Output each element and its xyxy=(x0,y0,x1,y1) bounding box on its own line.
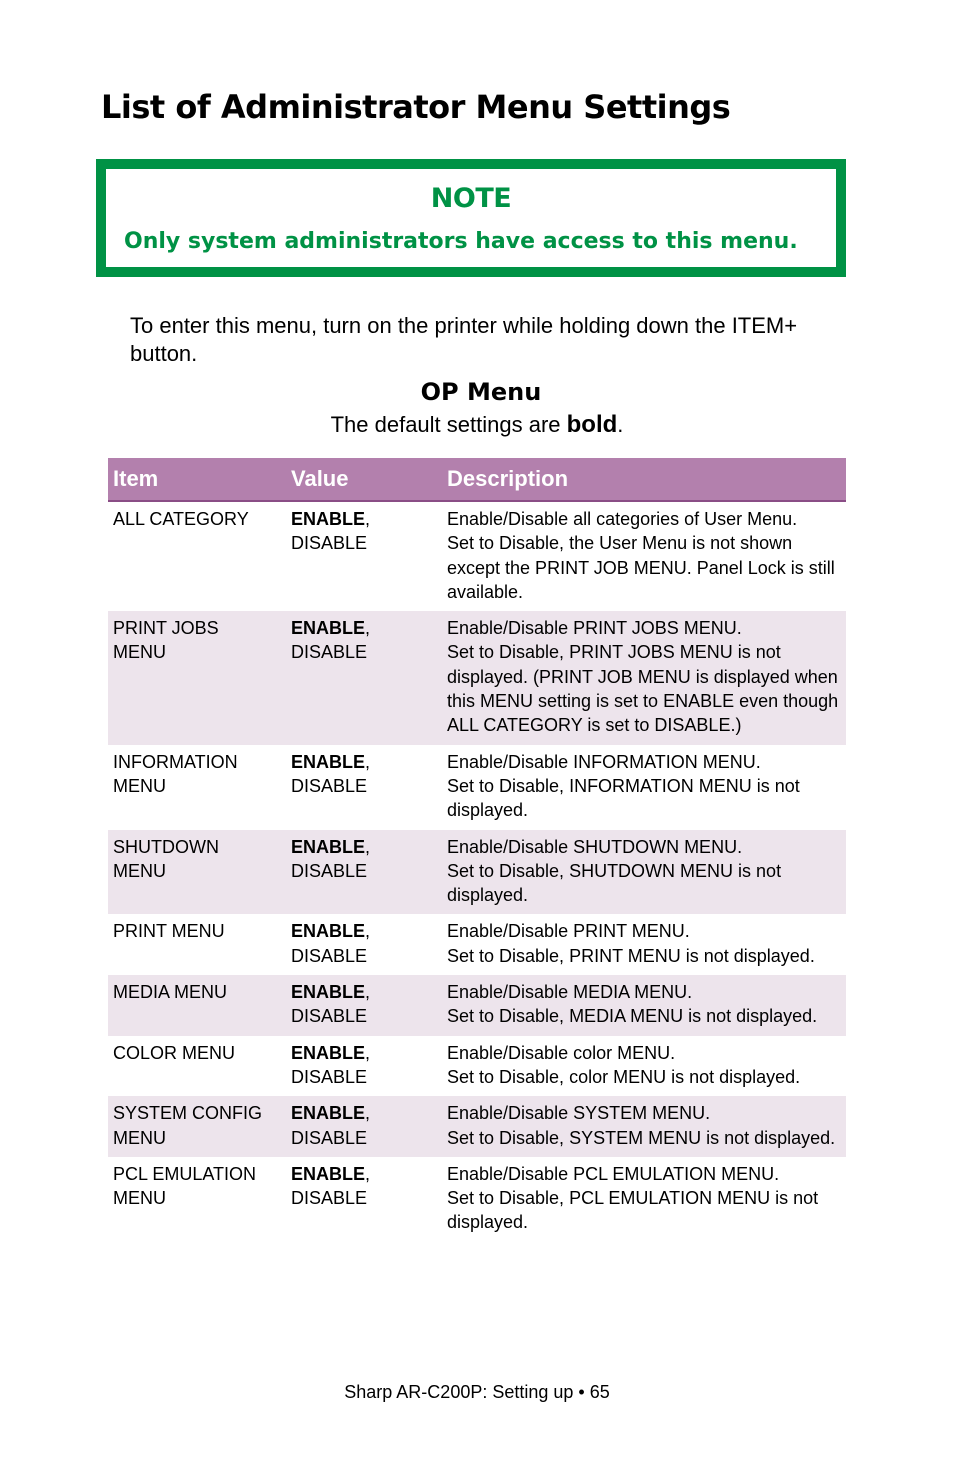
value-default: ENABLE xyxy=(291,618,366,639)
value-options: , DISABLE xyxy=(291,982,371,1027)
row-value xyxy=(286,830,442,915)
row-value xyxy=(286,1096,442,1157)
row-value xyxy=(286,745,442,830)
row-value xyxy=(286,1157,442,1242)
note-text: Only system administrators have access to this menu. xyxy=(124,229,798,254)
row-item: SYSTEM CONFIG MENU xyxy=(108,1096,286,1157)
row-description: Enable/Disable SYSTEM MENU. Set to Disable, SYSTEM MENU is not displayed. xyxy=(442,1096,846,1157)
default-settings-note xyxy=(0,411,954,439)
table-row xyxy=(108,1036,846,1097)
note-box xyxy=(96,159,846,277)
row-item: COLOR MENU xyxy=(113,1042,236,1063)
row-item: PRINT MENU xyxy=(113,921,225,942)
value-default: ENABLE xyxy=(291,751,366,772)
table-row xyxy=(108,975,846,1036)
op-menu-table xyxy=(108,458,846,1242)
table-row xyxy=(108,1096,846,1157)
value-default: ENABLE xyxy=(291,509,366,529)
row-description: Enable/Disable all categories of User Menu. Set to Disable, the User Menu is not shown except the PRINT JOB MENU. Panel Lock is still available. xyxy=(447,509,835,602)
section-title: OP Menu xyxy=(420,378,542,406)
default-note-bold: bold xyxy=(566,411,618,438)
row-description: Enable/Disable SHUTDOWN MENU. Set to Disable, SHUTDOWN MENU is not displayed. xyxy=(442,830,846,915)
page-title: List of Administrator Menu Settings xyxy=(101,88,731,126)
table-row xyxy=(108,611,846,744)
header-item: Item xyxy=(108,458,286,501)
value-default: ENABLE xyxy=(291,1042,366,1063)
row-description: Enable/Disable MEDIA MENU. Set to Disable, MEDIA MENU is not displayed. xyxy=(442,975,846,1036)
row-description: Enable/Disable color MENU. Set to Disable, color MENU is not displayed. xyxy=(447,1042,801,1087)
row-description: Enable/Disable PRINT MENU. Set to Disable, PRINT MENU is not displayed. xyxy=(447,921,815,966)
table-row xyxy=(108,830,846,915)
intro-paragraph: To enter this menu, turn on the printer while holding down the ITEM+ button. xyxy=(130,313,798,366)
value-default: ENABLE xyxy=(291,1103,366,1124)
value-options: , DISABLE xyxy=(291,751,371,796)
row-value xyxy=(286,1036,442,1097)
value-options: , DISABLE xyxy=(291,1163,371,1209)
row-value xyxy=(286,501,442,611)
row-item: INFORMATION MENU xyxy=(113,751,238,796)
value-default: ENABLE xyxy=(291,1163,366,1184)
page-footer: Sharp AR-C200P: Setting up • 65 xyxy=(344,1382,610,1402)
table-row xyxy=(108,914,846,975)
row-item: PRINT JOBS MENU xyxy=(108,611,286,744)
value-options: , DISABLE xyxy=(291,836,371,881)
header-value: Value xyxy=(286,458,442,501)
table-row xyxy=(108,1157,846,1242)
row-item: ALL CATEGORY xyxy=(113,509,249,529)
default-note-suffix: . xyxy=(617,412,624,437)
table-header-row xyxy=(108,458,846,501)
value-options: , DISABLE xyxy=(291,509,371,554)
value-default: ENABLE xyxy=(291,921,366,942)
table-row xyxy=(108,745,846,830)
value-options: , DISABLE xyxy=(291,1103,371,1148)
header-description: Description xyxy=(442,458,846,501)
value-options: , DISABLE xyxy=(291,1042,371,1087)
row-value xyxy=(286,611,442,744)
row-description: Enable/Disable INFORMATION MENU. Set to Disable, INFORMATION MENU is not displayed. xyxy=(447,751,800,821)
note-title: NOTE xyxy=(430,183,512,214)
value-default: ENABLE xyxy=(291,836,366,857)
table-row xyxy=(108,501,846,611)
default-note-prefix: The default settings are xyxy=(330,412,567,437)
row-value xyxy=(286,975,442,1036)
row-description: Enable/Disable PRINT JOBS MENU. Set to Disable, PRINT JOBS MENU is not displayed. (PRINT JOB MENU is displayed when this MENU setting is set to ENABLE even though ALL CATEGORY is set to DISABLE.) xyxy=(442,611,846,744)
row-description: Enable/Disable PCL EMULATION MENU. Set to Disable, PCL EMULATION MENU is not displayed. xyxy=(447,1163,819,1233)
value-default: ENABLE xyxy=(291,982,366,1003)
row-value xyxy=(286,914,442,975)
row-item: PCL EMULATION MENU xyxy=(113,1163,257,1209)
value-options: , DISABLE xyxy=(291,618,371,663)
value-options: , DISABLE xyxy=(291,921,371,966)
row-item: MEDIA MENU xyxy=(108,975,286,1036)
row-item: SHUTDOWN MENU xyxy=(108,830,286,915)
